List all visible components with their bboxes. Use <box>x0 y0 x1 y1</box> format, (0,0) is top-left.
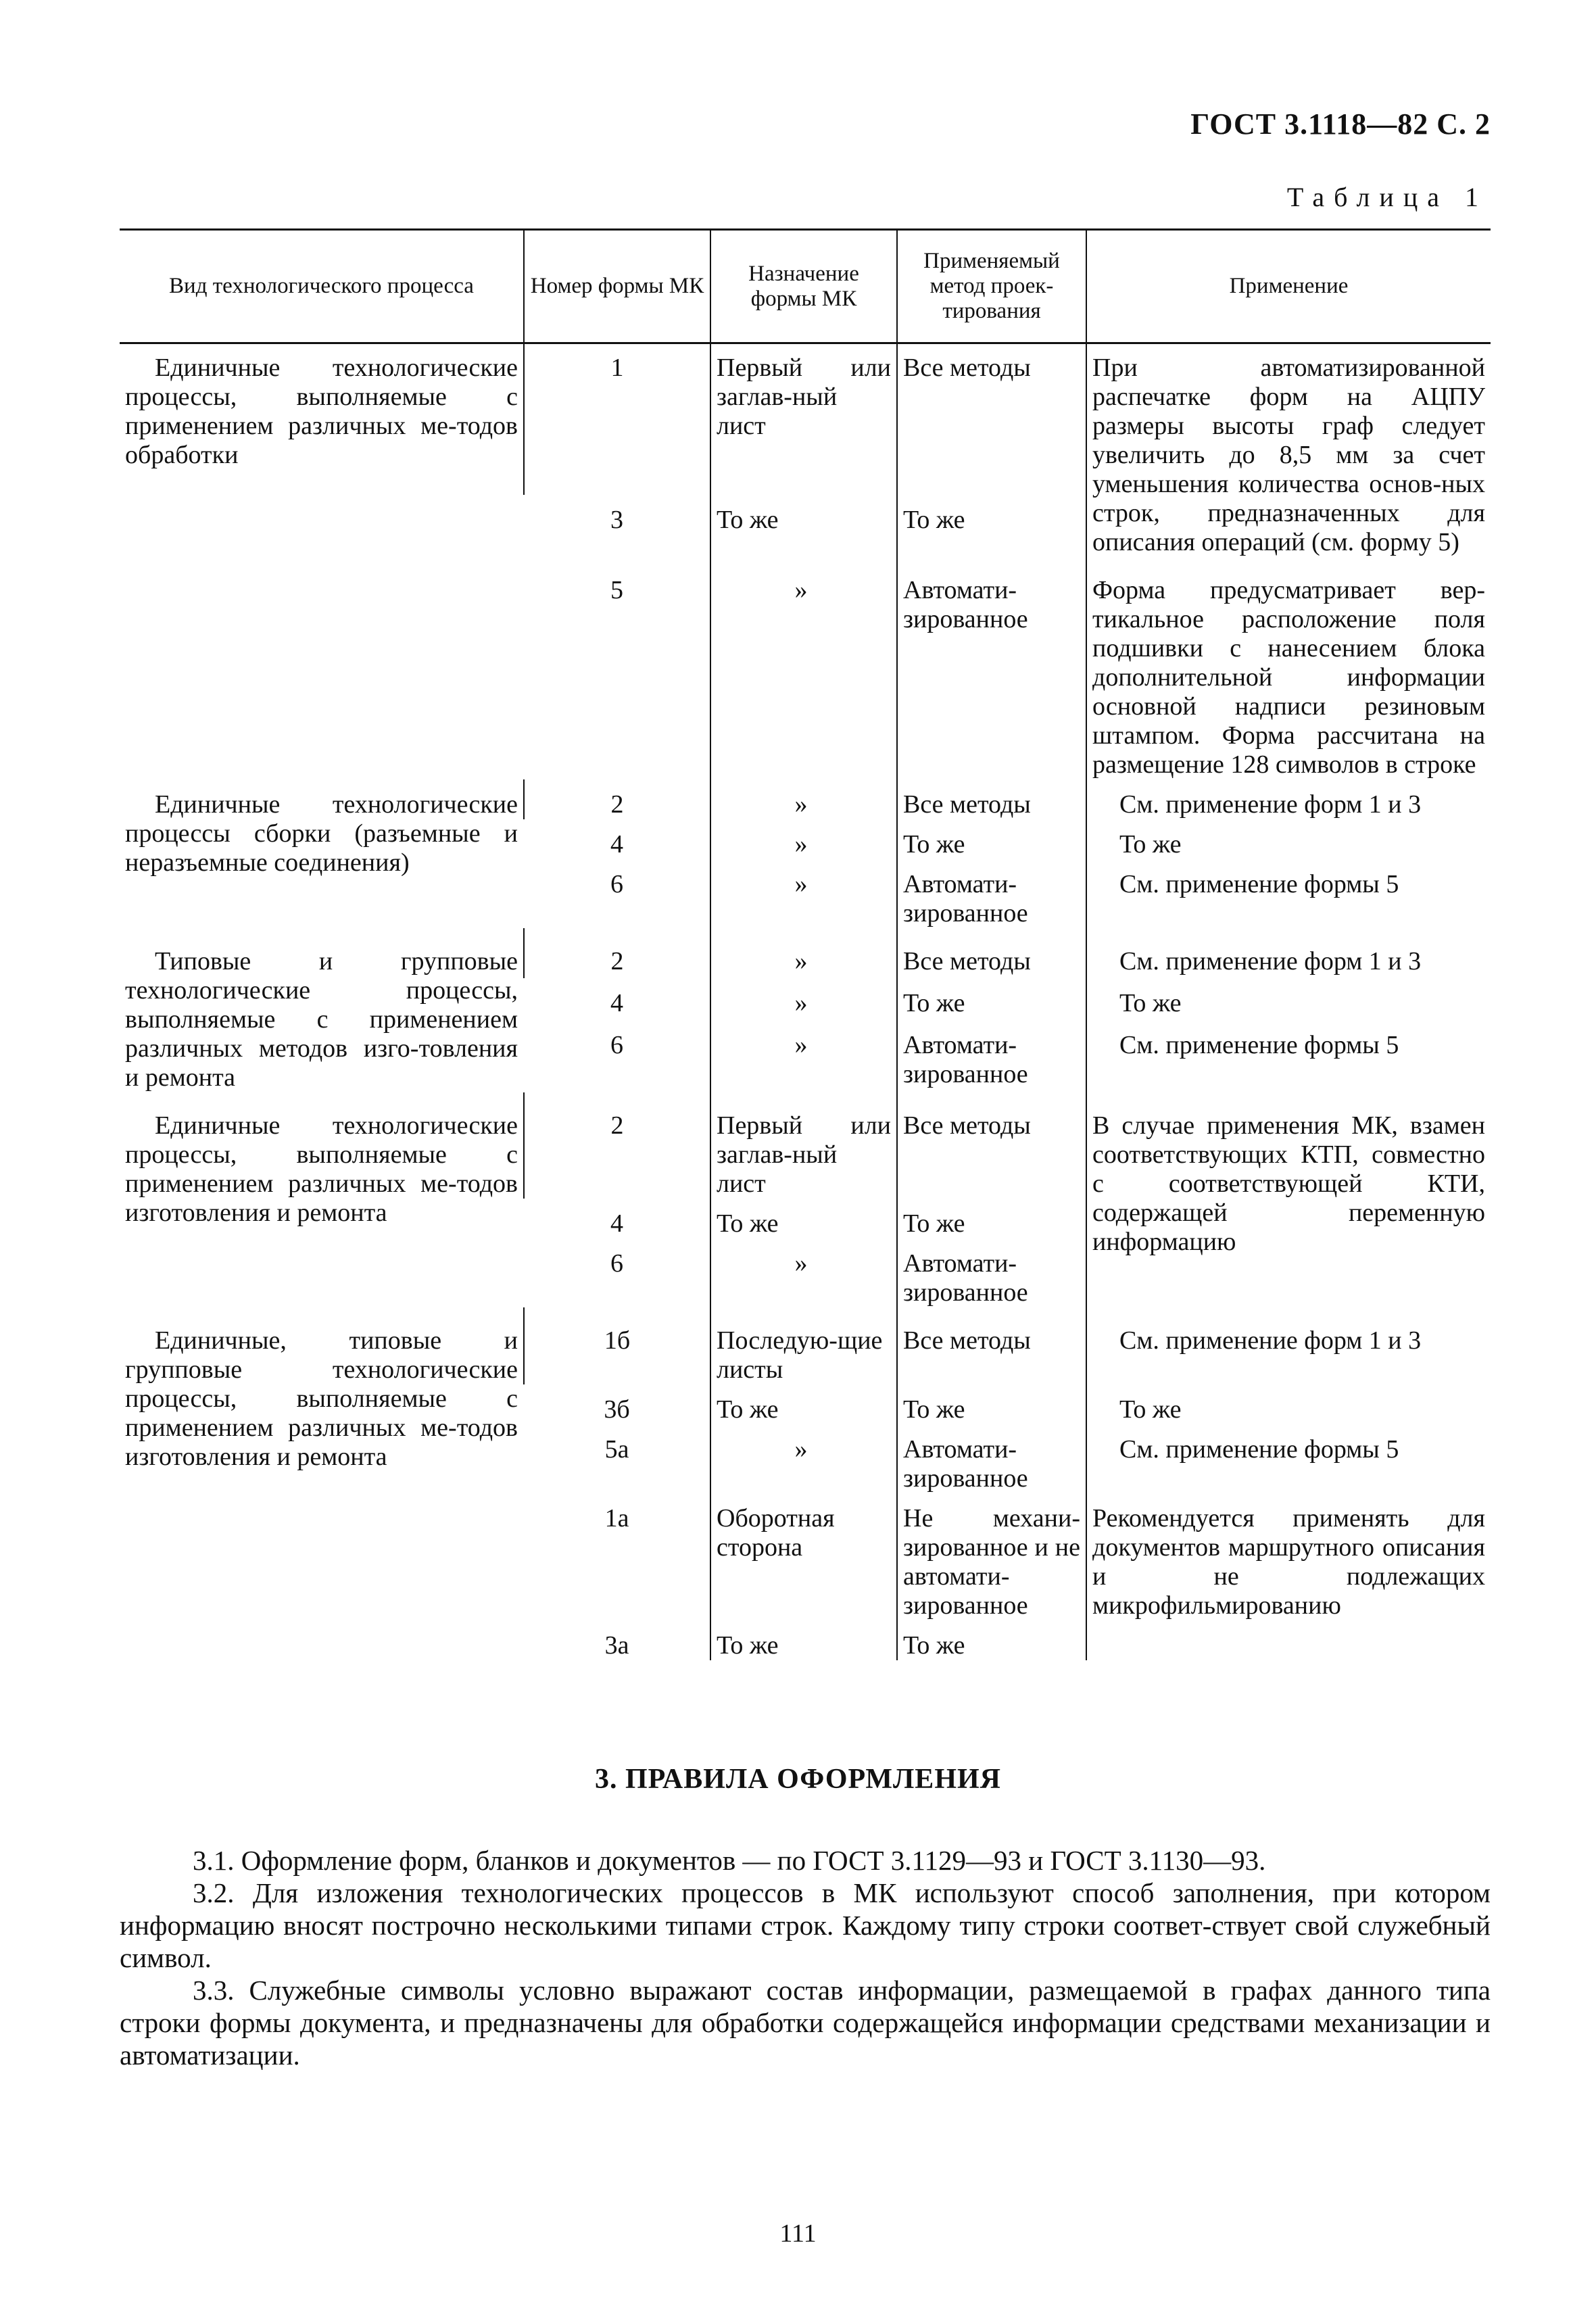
cell-application: Форма предусматривает вер-тикальное расположение поля подшивки с нанесением блока дополнительной информации основной надписи резиновым штампом. Форма рассчитана на размещение 128 символов в строке <box>1086 557 1491 779</box>
table-row <box>120 1307 1491 1384</box>
cell-application: То же <box>1086 819 1491 859</box>
cell-purpose: » <box>710 819 897 859</box>
cell-method: Не механи-зированное и не автомати-зированное <box>897 1493 1086 1620</box>
table-header-row <box>120 230 1491 343</box>
cell-form: 2 <box>524 1092 710 1199</box>
forms-table <box>120 228 1491 1660</box>
cell-form: 4 <box>610 989 623 1018</box>
cell-method: То же <box>897 495 1086 557</box>
cell-process: Единичные технологические процессы, выполняемые с применением различных ме-тодов изготовления и ремонта <box>125 1111 518 1227</box>
cell-purpose: » <box>710 557 897 779</box>
cell-purpose: » <box>710 1020 897 1092</box>
cell-method: То же <box>897 978 1086 1020</box>
cell-method: Все методы <box>897 1307 1086 1384</box>
cell-form: 1а <box>604 1504 629 1533</box>
cell-method: Автомати-зированное <box>897 859 1086 928</box>
cell-application: См. применение форм 1 и 3 <box>1086 928 1491 978</box>
cell-method: То же <box>897 1384 1086 1424</box>
cell-application: См. применение формы 5 <box>1086 859 1491 928</box>
cell-method: То же <box>897 819 1086 859</box>
cell-method: Автомати-зированное <box>897 1238 1086 1307</box>
cell-form: 4 <box>610 1209 623 1238</box>
cell-purpose: Первый или заглав-ный лист <box>710 343 897 496</box>
cell-process: Единичные технологические процессы сборки (разъемные и неразъемные соединения) <box>125 790 518 877</box>
table-row <box>120 343 1491 496</box>
table-row <box>120 1092 1491 1199</box>
cell-application: То же <box>1086 978 1491 1020</box>
cell-purpose: » <box>710 1424 897 1493</box>
cell-method: Все методы <box>897 1092 1086 1199</box>
cell-purpose: То же <box>710 1620 897 1660</box>
cell-purpose: » <box>710 928 897 978</box>
cell-purpose: » <box>710 1238 897 1307</box>
cell-method: Все методы <box>897 343 1086 496</box>
cell-purpose: Оборотная сторона <box>710 1493 897 1620</box>
table-row <box>120 779 1491 819</box>
cell-purpose: То же <box>710 495 897 557</box>
cell-purpose: То же <box>710 1199 897 1238</box>
col-header-purpose: Назначение формы МК <box>710 230 897 343</box>
cell-method: Автомати-зированное <box>897 1020 1086 1092</box>
cell-process: Типовые и групповые технологические процессы, выполняемые с применением различных методов изго-товления и ремонта <box>125 947 518 1092</box>
body-text <box>120 1844 1491 2071</box>
paragraph: 3.1. Оформление форм, бланков и документов — по ГОСТ 3.1129—93 и ГОСТ 3.1130—93. <box>193 1845 1266 1876</box>
cell-method: Автомати-зированное <box>897 557 1086 779</box>
cell-form: 3а <box>604 1631 629 1660</box>
cell-process: Единичные технологические процессы, выполняемые с применением различных ме-тодов обработки <box>125 354 518 469</box>
cell-form: 3б <box>604 1395 630 1424</box>
cell-application: При автоматизированной распечатке форм на АЦПУ размеры высоты граф следует увеличить до 8,5 мм за счет уменьшения количества основ-ных строк, предназначенных для описания операций (см. форму 5) <box>1086 343 1491 558</box>
cell-form: 6 <box>610 1031 623 1060</box>
cell-method: То же <box>897 1620 1086 1660</box>
col-header-method: Применяемый метод проек-тирования <box>897 230 1086 343</box>
cell-application: См. применение формы 5 <box>1086 1424 1491 1493</box>
cell-form: 6 <box>610 1249 623 1278</box>
cell-application: В случае применения МК, взамен соответствующих КТП, совместно с соответствующей КТИ, содержащей переменную информацию <box>1086 1092 1491 1307</box>
cell-form: 5 <box>610 576 623 604</box>
cell-purpose: » <box>710 859 897 928</box>
cell-form: 2 <box>524 779 710 819</box>
cell-application: Рекомендуется применять для документов маршрутного описания и не подлежащих микрофильмированию <box>1086 1493 1491 1620</box>
cell-purpose: То же <box>710 1384 897 1424</box>
col-header-form-number: Номер формы МК <box>524 230 710 343</box>
cell-purpose: » <box>710 779 897 819</box>
cell-method: Все методы <box>897 928 1086 978</box>
cell-application: См. применение формы 5 <box>1086 1020 1491 1092</box>
section-title: 3. ПРАВИЛА ОФОРМЛЕНИЯ <box>594 1764 1001 1795</box>
cell-application: См. применение форм 1 и 3 <box>1086 1307 1491 1384</box>
cell-application: То же <box>1086 1384 1491 1424</box>
cell-purpose: Последую-щие листы <box>710 1307 897 1384</box>
cell-form: 3 <box>610 506 623 535</box>
cell-process: Единичные, типовые и групповые технологические процессы, выполняемые с применением различных ме-тодов изготовления и ремонта <box>125 1326 518 1471</box>
cell-form: 1б <box>524 1307 710 1384</box>
cell-purpose: » <box>710 978 897 1020</box>
document-header: ГОСТ 3.1118—82 С. 2 <box>1190 107 1491 141</box>
page-number: 111 <box>779 2219 817 2248</box>
paragraph: 3.2. Для изложения технологических процессов в МК используют способ заполнения, при котором информацию вносят построчно несколькими типами строк. Каждому типу строки соответ-ствует свой служебный символ. <box>120 1877 1491 1973</box>
cell-application <box>1086 1620 1491 1660</box>
cell-method: Все методы <box>897 779 1086 819</box>
cell-form: 5а <box>604 1435 629 1464</box>
table-row <box>120 928 1491 978</box>
cell-purpose: Первый или заглав-ный лист <box>710 1092 897 1199</box>
cell-application: См. применение форм 1 и 3 <box>1086 779 1491 819</box>
cell-method: То же <box>897 1199 1086 1238</box>
cell-form: 6 <box>610 870 623 898</box>
cell-method: Автомати-зированное <box>897 1424 1086 1493</box>
paragraph: 3.3. Служебные символы условно выражают состав информации, размещаемой в графах данного типа строки формы документа, и предназначены для обработки содержащейся информации средствами механизации и автоматизации. <box>120 1975 1491 2071</box>
table-label: Таблица 1 <box>1286 182 1488 212</box>
col-header-application: Применение <box>1086 230 1491 343</box>
cell-form: 1 <box>524 343 710 496</box>
cell-form: 4 <box>610 830 623 859</box>
col-header-process: Вид технологического процесса <box>120 230 524 343</box>
cell-form: 2 <box>524 928 710 978</box>
